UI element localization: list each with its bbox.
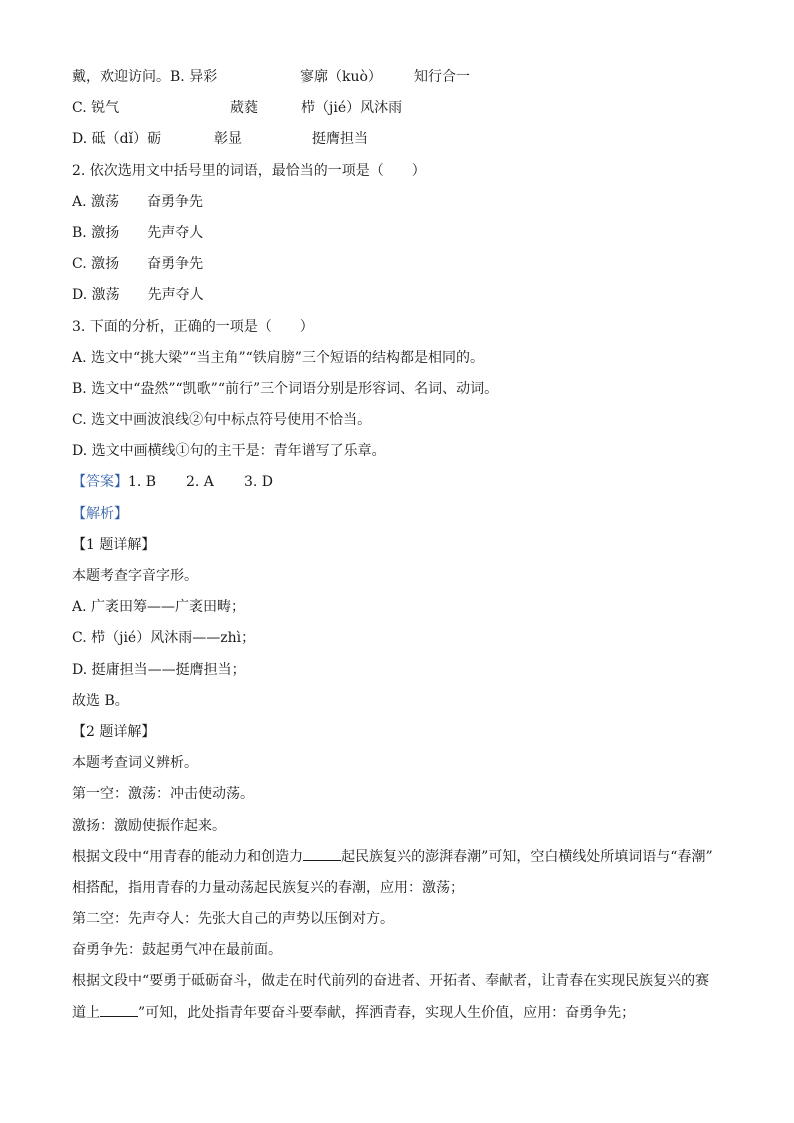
detail-2-para-2-line-2 (72, 998, 732, 1029)
option-c-word3: 栉（jié）风沐雨 (301, 100, 403, 117)
detail-1-line-1: 本题考查字音字形。 (72, 568, 198, 584)
detail-2-line-3: 激扬：激励使振作起来。 (72, 817, 226, 834)
detail-2-para-1-line-2: 相搭配，指用青春的力量动荡起民族复兴的春潮，应用：激荡； (72, 879, 464, 896)
q2-option-d: D. 激荡 先声夺人 (72, 287, 204, 304)
q2-option-a: A. 激荡 奋勇争先 (72, 193, 204, 210)
q3-option-a: A. 选文中“挑大梁”“当主角”“铁肩膀”三个短语的结构都是相同的。 (72, 349, 484, 366)
option-c-word2: 葳蕤 (230, 100, 258, 117)
option-b-word2: 寥廓（kuò） (300, 69, 382, 85)
detail-1-line-3: C. 栉（jié）风沐雨——zhì； (72, 630, 256, 647)
q2-option-b: B. 激扬 先声夺人 (72, 224, 204, 241)
answer-1: 1. B (128, 474, 157, 491)
detail-1-tag: 【1 题详解】 (72, 536, 156, 553)
option-c-line (72, 93, 732, 124)
answer-3: 3. D (244, 474, 274, 491)
fill-blank-2 (100, 1002, 138, 1017)
q3-option-d: D. 选文中画横线①句的主干是：青年谱写了乐章。 (72, 443, 386, 460)
detail-2-tag: 【2 题详解】 (72, 723, 156, 740)
detail-2-line-1: 本题考查词义辨析。 (72, 755, 198, 772)
detail-2-para-1-part-b: 起民族复兴的澎湃春潮”可知，空白横线处所填词语与“春潮” (341, 848, 713, 865)
option-d-word1: D. 砥（dǐ）砺 (72, 131, 162, 148)
detail-2-line-4: 第二空：先声夺人：先张大自己的声势以压倒对方。 (72, 911, 394, 928)
q2-option-c: C. 激扬 奋勇争先 (72, 256, 204, 273)
option-c-word1: C. 锐气 (72, 100, 120, 117)
question-2: 2. 依次选用文中括号里的词语，最恰当的一项是（ ） (72, 162, 426, 179)
option-d-word3: 挺膺担当 (312, 131, 368, 148)
detail-2-para-1-line-1 (72, 842, 732, 873)
detail-2-line-2: 第一空：激荡：冲击使动荡。 (72, 786, 254, 803)
answer-2: 2. A (186, 474, 214, 491)
document-page (72, 62, 732, 1029)
detail-2-para-2-part-b: 道上 (72, 1004, 100, 1021)
detail-2-line-5: 奋勇争先：鼓起勇气冲在最前面。 (72, 942, 282, 959)
q3-option-c: C. 选文中画波浪线②句中标点符号使用不恰当。 (72, 412, 372, 429)
option-b-word3: 知行合一 (414, 69, 470, 85)
option-b-line (72, 62, 732, 93)
answer-line (72, 467, 732, 498)
detail-2-para-2-part-c: ”可知，此处指青年要奋斗要奉献，挥洒青春，实现人生价值，应用：奋勇争先； (138, 1004, 636, 1021)
detail-1-line-2: A. 广袤田筹——广袤田畴； (72, 599, 246, 616)
q3-option-b: B. 选文中“盎然”“凯歌”“前行”三个词语分别是形容词、名词、动词。 (72, 380, 499, 397)
detail-2-para-1-part-a: 根据文段中“用青春的能动力和创造力 (72, 848, 304, 865)
answer-tag: 【答案】 (72, 474, 128, 491)
detail-2-para-2-line-1: 根据文段中“要勇于砥砺奋斗，做走在时代前列的奋进者、开拓者、奉献者，让青春在实现民族复兴的赛 (72, 973, 710, 990)
analysis-tag: 【解析】 (72, 505, 128, 522)
option-b-word1: 戴，欢迎访问。B. 异彩 (72, 69, 218, 85)
detail-1-line-5: 故选 B。 (72, 692, 129, 709)
option-d-line (72, 124, 732, 155)
detail-1-line-4: D. 挺庸担当——挺膺担当； (72, 661, 246, 678)
question-3: 3. 下面的分析，正确的一项是（ ） (72, 318, 314, 335)
option-d-word2: 彰显 (214, 131, 242, 148)
fill-blank-1 (303, 846, 341, 861)
